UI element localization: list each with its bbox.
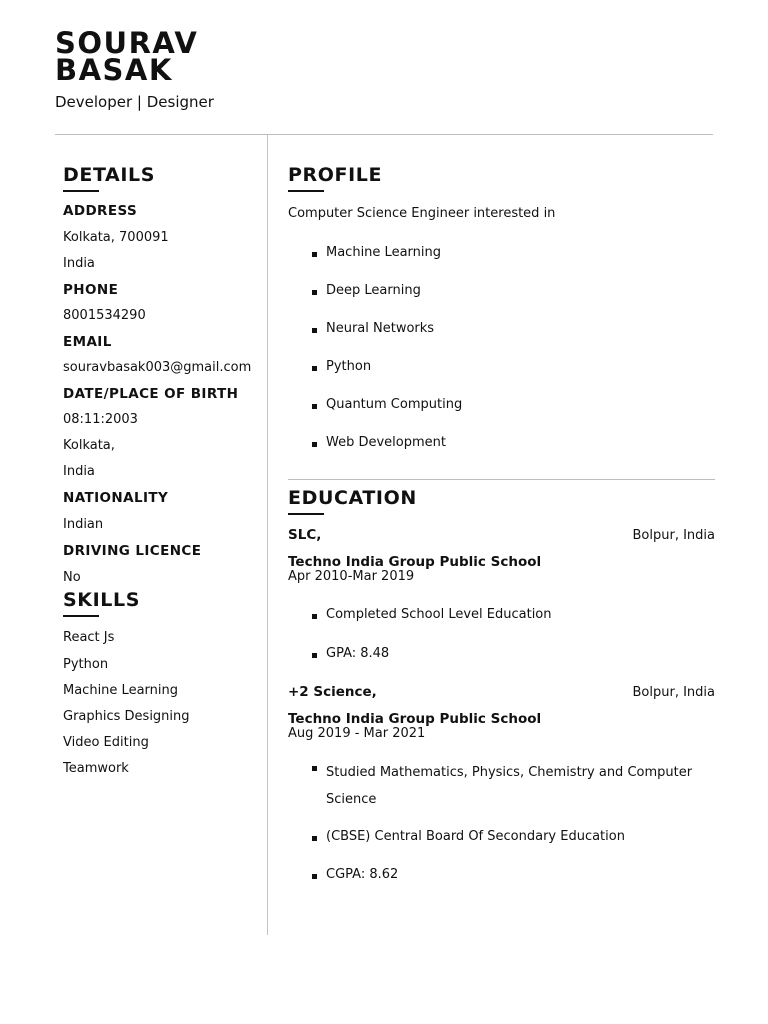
degree: +2 Science,	[288, 684, 377, 700]
education-title: EDUCATION	[288, 487, 417, 509]
name-first: SOURAV	[55, 26, 199, 60]
birth-label: DATE/PLACE OF BIRTH	[63, 386, 239, 402]
header-divider	[55, 134, 713, 135]
name-last: BASAK	[55, 53, 173, 87]
details-title: DETAILS	[63, 164, 156, 186]
phone-label: PHONE	[63, 282, 119, 298]
education-dates: Aug 2019 - Mar 2021	[288, 726, 426, 741]
nationality-label: NATIONALITY	[63, 490, 169, 506]
address-line2: India	[63, 256, 95, 271]
birth-date: 08:11:2003	[63, 412, 138, 427]
list-item: Web Development	[288, 435, 715, 451]
details-column	[63, 164, 263, 777]
skill-item: Machine Learning	[63, 683, 178, 698]
nationality-value: Indian	[63, 517, 104, 532]
list-item: Quantum Computing	[288, 397, 715, 413]
profile-intro: Computer Science Engineer interested in	[288, 206, 556, 221]
section-divider	[288, 479, 715, 480]
list-item: Studied Mathematics, Physics, Chemistry and Computer Science	[288, 759, 715, 813]
birth-place-line2: India	[63, 464, 95, 479]
main-column	[288, 164, 715, 883]
birth-place-line1: Kolkata,	[63, 438, 115, 453]
phone-value: 8001534290	[63, 308, 146, 323]
list-item: Completed School Level Education	[288, 607, 715, 623]
education-points	[288, 607, 715, 662]
location: Bolpur, India	[632, 528, 715, 543]
interests-list	[288, 245, 715, 451]
skills-title: SKILLS	[63, 589, 140, 611]
tagline: Developer | Designer	[55, 93, 214, 111]
details-title-underline	[63, 190, 99, 192]
school-name: Techno India Group Public School	[288, 711, 542, 727]
education-title-underline	[288, 513, 324, 515]
education-entry-header	[288, 684, 715, 701]
skill-item: Teamwork	[63, 761, 129, 776]
profile-title-underline	[288, 190, 324, 192]
licence-label: DRIVING LICENCE	[63, 543, 202, 559]
email-value: souravbasak003@gmail.com	[63, 360, 252, 375]
list-item: Deep Learning	[288, 283, 715, 299]
list-item: GPA: 8.48	[288, 646, 715, 662]
list-item: (CBSE) Central Board Of Secondary Education	[288, 829, 715, 845]
school-name: Techno India Group Public School	[288, 554, 542, 570]
email-label: EMAIL	[63, 334, 112, 350]
education-dates: Apr 2010-Mar 2019	[288, 569, 415, 584]
skill-item: Video Editing	[63, 735, 149, 750]
degree: SLC,	[288, 527, 322, 543]
address-line1: Kolkata, 700091	[63, 230, 169, 245]
list-item: Neural Networks	[288, 321, 715, 337]
location: Bolpur, India	[632, 685, 715, 700]
skill-item: Graphics Designing	[63, 709, 190, 724]
address-label: ADDRESS	[63, 203, 138, 219]
skills-title-underline	[63, 615, 99, 617]
list-item: Machine Learning	[288, 245, 715, 261]
licence-value: No	[63, 570, 81, 585]
skill-item: Python	[63, 657, 109, 672]
education-entry-header	[288, 527, 715, 544]
list-item: CGPA: 8.62	[288, 867, 715, 883]
skill-item: React Js	[63, 630, 115, 645]
list-item: Python	[288, 359, 715, 375]
education-points	[288, 759, 715, 883]
column-divider	[267, 135, 268, 935]
profile-title: PROFILE	[288, 164, 383, 186]
resume-name	[55, 26, 199, 87]
